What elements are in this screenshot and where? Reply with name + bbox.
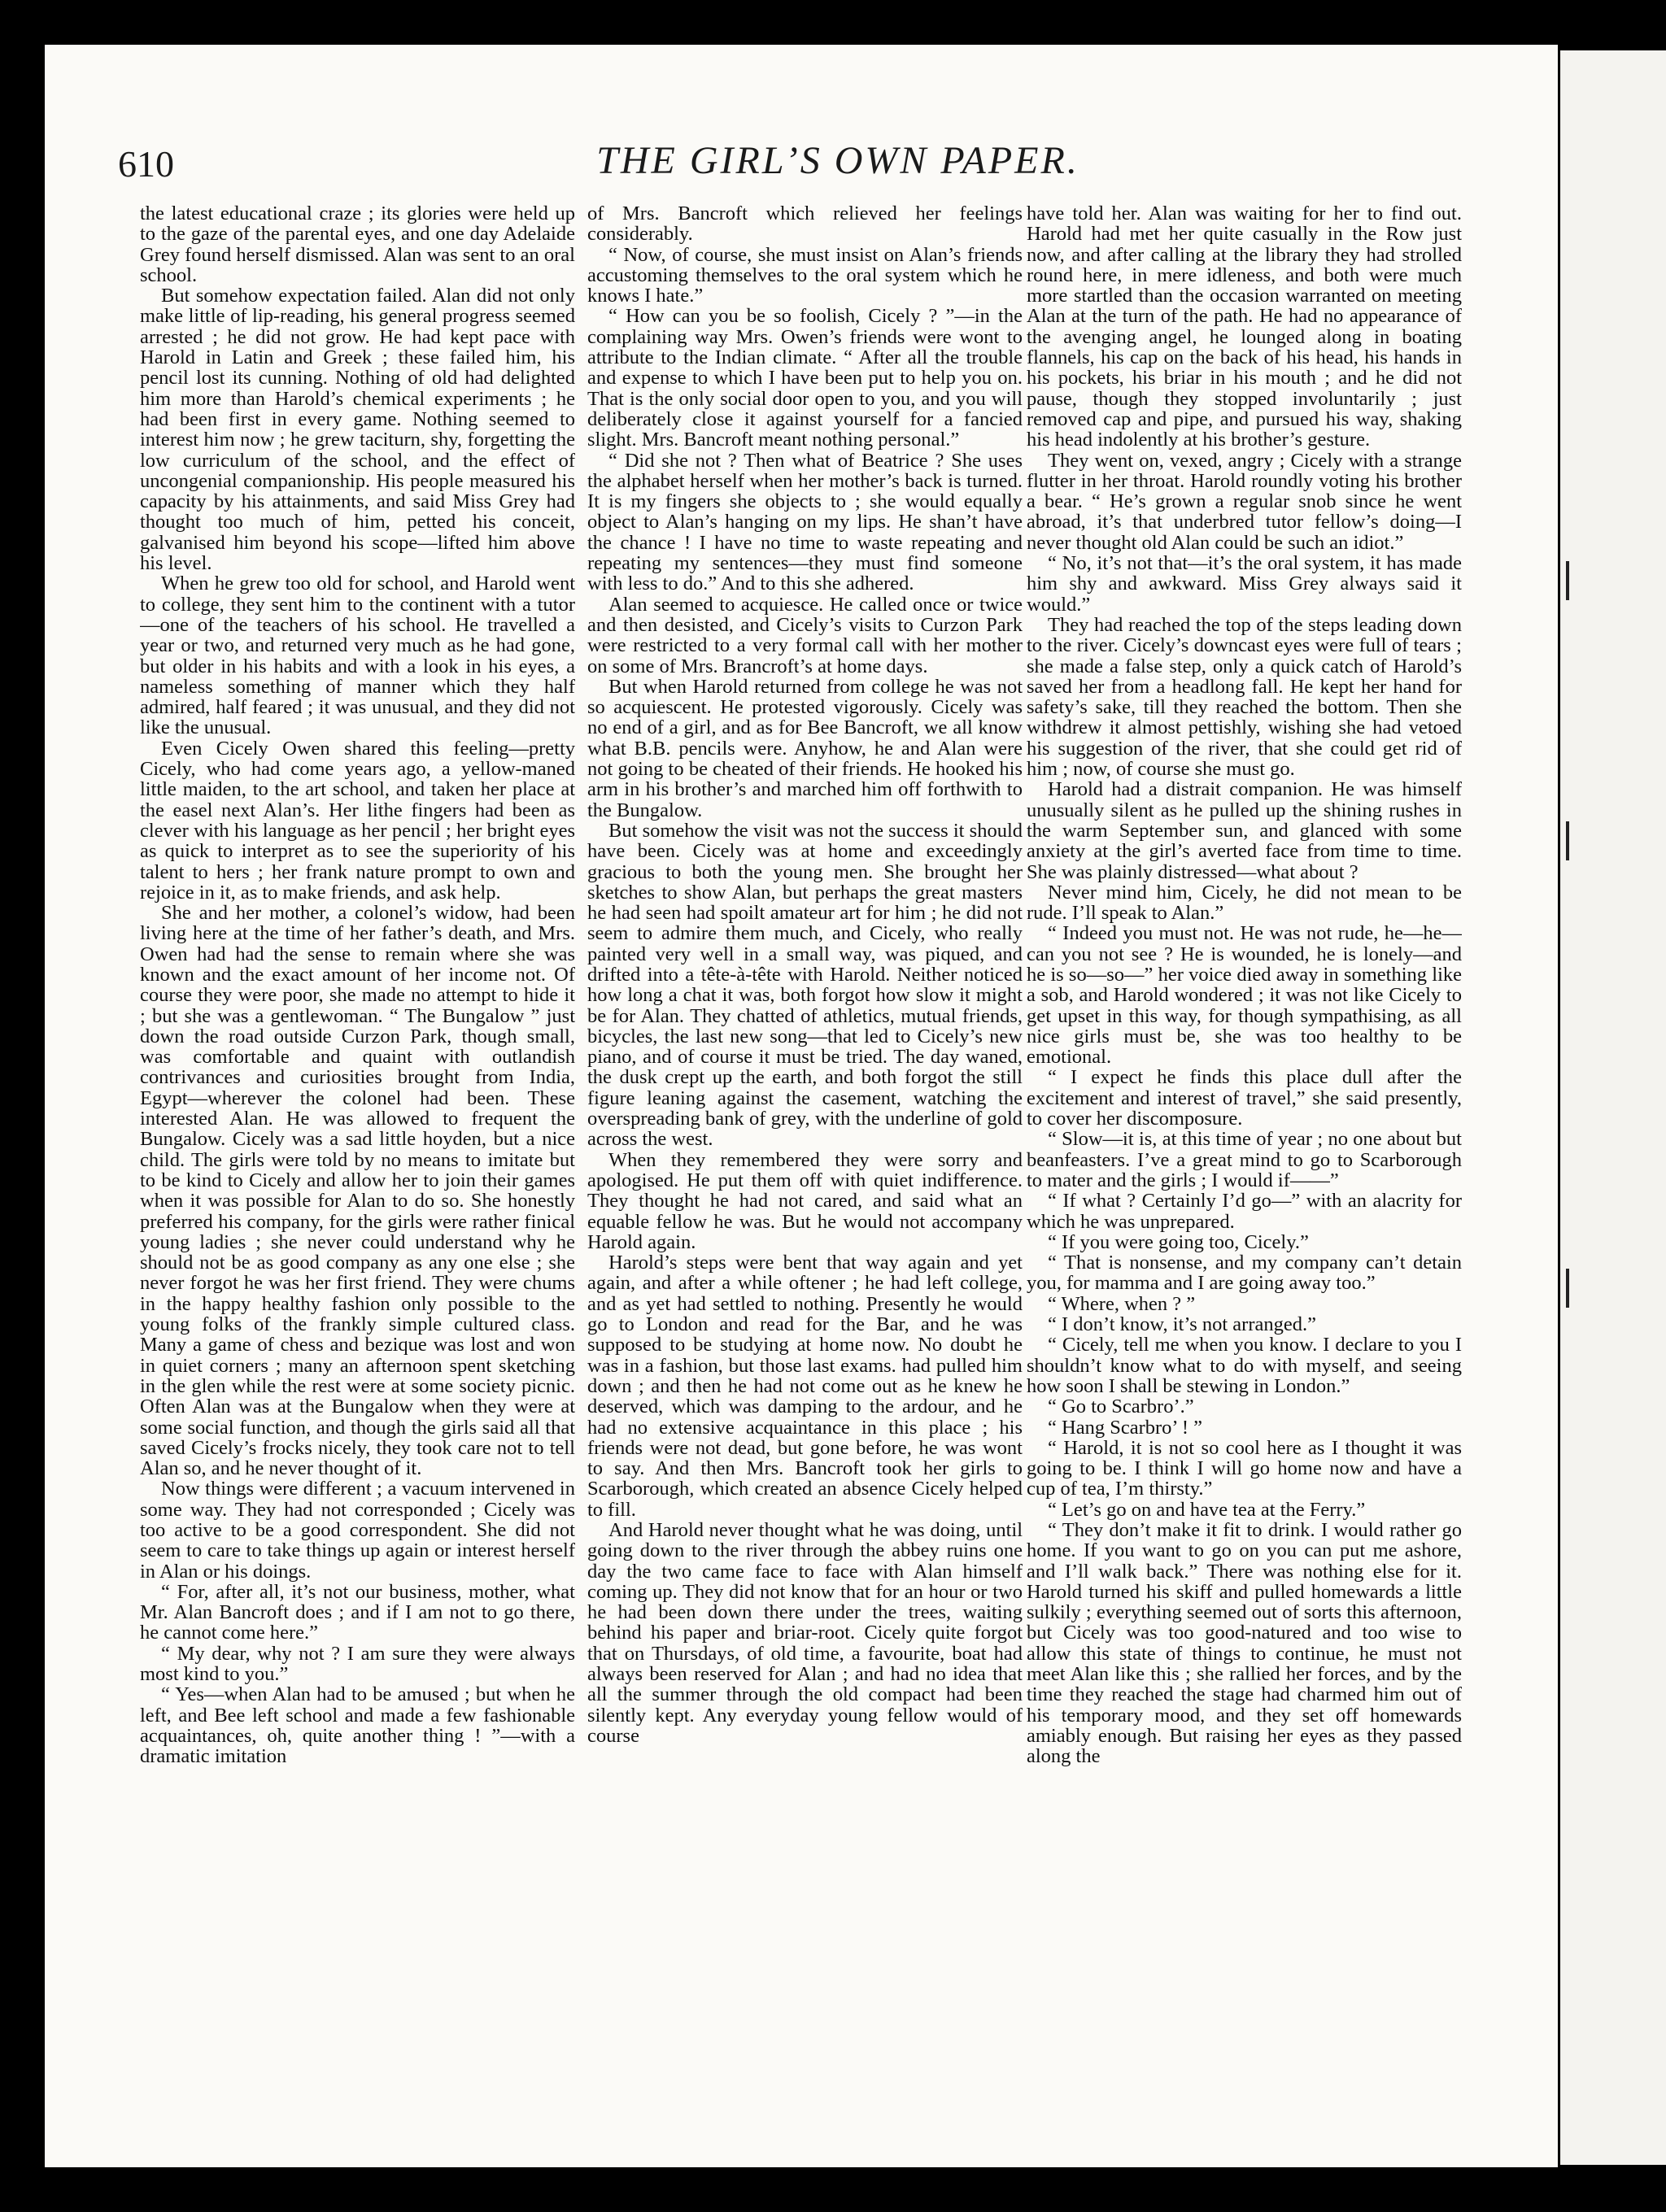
paragraph: “ My dear, why not ? I am sure they were always most kind to you.”	[140, 1642, 575, 1686]
paragraph: have told her. Alan was waiting for her to find out. Harold had met her quite casually in the Row just now, and after calling at the library they had strolled round here, in mere idleness, and both were much more startled than the occasion warranted on meeting Alan at the turn of the path. He had no appearance of the avenging angel, he lounged along in boating flannels, his cap on the back of his head, his hands in his pockets, his briar in his mouth ; and he did not pause, though they stopped involuntarily ; just removed cap and pipe, and pursued his way, shaking his head indolently at his brother’s gesture.	[1027, 203, 1462, 451]
paragraph: Never mind him, Cicely, he did not mean to be rude. I’ll speak to Alan.”	[1027, 881, 1462, 925]
paragraph: When they remembered they were sorry and apologised. He put them off with quiet indifference. They thought he had not cared, and said what an equable fellow he was. But he would not accompany Harold again.	[587, 1148, 1023, 1253]
paragraph: She and her mother, a colonel’s widow, had been living here at the time of her father’s death, and Mrs. Owen had had the sense to remain where she was known and the exact amount of her income not. Of course they were poor, she made no attempt to hide it ; but she was a gentlewoman. “ The Bungalow ” just down the road outside Curzon Park, though small, was comfortable and quaint with outlandish contrivances and curiosities brought from India, Egypt—wherever the colonel had been. These interested Alan. He was allowed to frequent the Bungalow. Cicely was a sad little hoyden, but a nice child. The girls were told by no means to imitate but to be kind to Cicely and allow her to join their games when it was possible for Alan to do so. She honestly preferred his company, for the girls were rather finical young ladies ; she never could understand why he should not be as good company as any one else ; she never forgot he was her first friend. They were chums in the happy healthy fashion only possible to the young folks of the frankly simple cultured class. Many a game of chess and bezique was lost and won in quiet corners ; many an afternoon spent sketching in the glen while the rest were at some society picnic. Often Alan was at the Bungalow when they were at some social function, and though the girls said all that saved Cicely’s frocks nicely, they took care not to tell Alan so, and he never thought of it.	[140, 902, 575, 1480]
paragraph: “ Let’s go on and have tea at the Ferry.”	[1048, 1498, 1366, 1521]
paragraph: “ For, after all, it’s not our business, mother, what Mr. Alan Bancroft does ; and if I am not to go there, he cannot come here.”	[140, 1580, 575, 1644]
paragraph: Harold had a distrait companion. He was himself unusually silent as he pulled up the shining rushes in the warm September sun, and glanced with some anxiety at the girl’s averted face from time to time. She was plainly distressed—what about ?	[1027, 778, 1462, 883]
paragraph: “ Harold, it is not so cool here as I thought it was going to be. I think I will go home now and have a cup of tea, I’m thirsty.”	[1027, 1436, 1462, 1500]
paragraph: “ Yes—when Alan had to be amused ; but when he left, and Bee left school and made a few fashionable acquaintances, oh, quite another thing ! ”—with a dramatic imitation	[140, 1683, 575, 1768]
paragraph: “ No, it’s not that—it’s the oral system, it has made him shy and awkward. Miss Grey always said it would.”	[1027, 552, 1462, 616]
paragraph: They went on, vexed, angry ; Cicely with a strange flutter in her throat. Harold roundly voting his brother a bear. “ He’s grown a regular snob since he went abroad, it’s that underbred tutor fellow’s doing—I never thought old Alan could be such an idiot.”	[1027, 449, 1462, 554]
paragraph: “ Indeed you must not. He was not rude, he—he—can you not see ? He is wounded, he is lonely—and he is so—so—” her voice died away in something like a sob, and Harold wondered ; it was not like Cicely to get upset in this way, for though sympathising, as all nice girls must be, she was too healthy to be emotional.	[1027, 922, 1462, 1069]
paragraph: “ Now, of course, she must insist on Alan’s friends accustoming themselves to the oral system which he knows I hate.”	[587, 243, 1023, 307]
adjacent-page-mark	[1566, 821, 1569, 860]
paragraph: “ Slow—it is, at this time of year ; no one about but beanfeasters. I’ve a great mind to go to Scarborough to mater and the girls ; I would if——”	[1027, 1128, 1462, 1191]
paragraph: “ How can you be so foolish, Cicely ? ”—in the complaining way Mrs. Owen’s friends were wont to attribute to the Indian climate. “ After all the trouble and expense to which I have been put to help you on. That is the only social door open to you, and you will deliberately close it against yourself for a fancied slight. Mrs. Bancroft meant nothing personal.”	[587, 305, 1023, 451]
paragraph: “ Go to Scarbro’.”	[1048, 1396, 1194, 1418]
paragraph: Harold’s steps were bent that way again and yet again, and after a while oftener ; he had left college, and as yet had settled to nothing. Presently he would go to London and read for the Bar, and he was supposed to be studying at home now. No doubt he was in a fashion, but those last exams. had pulled him down ; and then he had not come out as he knew he deserved, which was damping to the ardour, and he had no extensive acquaintance in this place ; his friends were not dead, but gone before, he was wont to say. And then Mrs. Bancroft took her girls to Scarborough, which created an absence Cicely helped to fill.	[587, 1252, 1023, 1521]
adjacent-page-mark	[1566, 1269, 1569, 1308]
text-column-1	[140, 203, 575, 2127]
text-column-2	[587, 203, 1023, 2127]
paragraph: “ That is nonsense, and my company can’t detain you, for mamma and I are going away too.”	[1027, 1252, 1462, 1295]
paragraph: “ If what ? Certainly I’d go—” with an alacrity for which he was unprepared.	[1027, 1190, 1462, 1233]
paragraph: And Harold never thought what he was doing, until going down to the river through the abbey ruins one day the two came face to face with Alan himself coming up. They did not know that for an hour or two he had been down there under the trees, waiting behind his paper and briar-root. Cicely quite forgot that on Thursdays, of old time, a favourite, boat had always been reserved for Alan ; and had no idea that all the summer through the old compact had been silently kept. Any everyday young fellow would of course	[587, 1519, 1023, 1747]
paragraph: But somehow expectation failed. Alan did not only make little of lip-reading, his general progress seemed arrested ; he did not grow. He had kept pace with Harold in Latin and Greek ; these failed him, his pencil lost its cunning. Nothing of old had delighted him more than Harold’s chemical experiments ; he had been first in every game. Nothing seemed to interest him now ; he grew taciturn, shy, forgetting the low curriculum of the school, and the effect of uncongenial companionship. His people measured his capacity by his attainments, and said Miss Grey had thought too much of him, petted his conceit, galvanised him beyond his scope—lifted him above his level.	[140, 285, 575, 575]
paragraph: “ Cicely, tell me when you know. I declare to you I shouldn’t know what to do with myself, and seeing how soon I shall be stewing in London.”	[1027, 1334, 1462, 1397]
adjacent-page-mark	[1566, 561, 1569, 600]
paragraph: They had reached the top of the steps leading down to the river. Cicely’s downcast eyes were full of tears ; she made a false step, only a quick catch of Harold’s saved her from a headlong fall. He kept her hand for safety’s sake, till they reached the bottom. Then she withdrew it almost pettishly, wishing she had vetoed his suggestion of the river, that she could get rid of him ; now, of course she must go.	[1027, 613, 1462, 781]
paragraph: of Mrs. Bancroft which relieved her feelings considerably.	[587, 203, 1023, 246]
paragraph: “ I expect he finds this place dull after the excitement and interest of travel,” she said presently, to cover her discomposure.	[1027, 1066, 1462, 1130]
paragraph: the latest educational craze ; its glories were held up to the gaze of the parental eyes, and one day Adelaide Grey found herself dismissed. Alan was sent to an oral school.	[140, 203, 575, 286]
paragraph: When he grew too old for school, and Harold went to college, they sent him to the continent with a tutor—one of the teachers of his school. He travelled a year or two, and returned very much as he had gone, but older in his habits and with a look in his eyes, a nameless something of manner which they half admired, half feared ; it was unusual, and they did not like the unusual.	[140, 573, 575, 739]
page-number: 610	[118, 143, 174, 185]
paragraph: Alan seemed to acquiesce. He called once or twice and then desisted, and Cicely’s visits to Curzon Park were restricted to a very formal call with her mother on some of Mrs. Brancroft’s at home days.	[587, 593, 1023, 677]
paragraph: “ Did she not ? Then what of Beatrice ? She uses the alphabet herself when her mother’s back is turned. It is my fingers she objects to ; she would equally object to Alan’s hanging on my lips. He shan’t have the chance ! I have no time to waste repeating and repeating my sentences—they must find someone with less to do.” And to this she adhered.	[587, 449, 1023, 595]
paragraph: But when Harold returned from college he was not so acquiescent. He protested vigorously. Cicely was no end of a girl, and as for Bee Bancroft, we all know what B.B. pencils were. Anyhow, he and Alan were not going to be cheated of their friends. He hooked his arm in his brother’s and marched him off forthwith to the Bungalow.	[587, 675, 1023, 821]
paragraph: “ If you were going too, Cicely.”	[1048, 1230, 1309, 1253]
adjacent-page-edge	[1560, 50, 1666, 2165]
paragraph: Even Cicely Owen shared this feeling—pretty Cicely, who had come years ago, a yellow-maned little maiden, to the art school, and taken her place at the easel next Alan’s. Her lithe fingers had been as clever with his language as her pencil ; her bright eyes as quick to interpret as to see the superiority of his talent to hers ; her frank nature prompt to own and rejoice in it, as to make friends, and ask help.	[140, 737, 575, 904]
paragraph: “ I don’t know, it’s not arranged.”	[1048, 1313, 1316, 1336]
text-column-3	[1027, 203, 1462, 2127]
running-title: THE GIRL’S OWN PAPER.	[596, 139, 1079, 182]
paragraph: “ Where, when ? ”	[1048, 1292, 1196, 1315]
paragraph: “ Hang Scarbro’ ! ”	[1048, 1416, 1203, 1439]
paragraph: But somehow the visit was not the success it should have been. Cicely was at home and exceedingly gracious to both the young men. She brought her sketches to show Alan, but perhaps the great masters he had seen had spoilt amateur art for him ; he did not seem to admire them much, and Cicely, who really painted very well in a small way, was piqued, and drifted into a tête-à-tête with Harold. Neither noticed how long a chat it was, both forgot how slow it might be for Alan. They chatted of athletics, mutual friends, bicycles, the last new song—that led to Cicely’s new piano, and of course it must be tried. The day waned, the dusk crept up the earth, and both forgot the still figure leaning against the casement, watching the overspreading bank of grey, with the underline of gold across the west.	[587, 819, 1023, 1151]
paragraph: “ They don’t make it fit to drink. I would rather go home. If you want to go on you can put me ashore, and I’ll walk back.” There was nothing else for it. Harold turned his skiff and pulled homewards a little sulkily ; everything seemed out of sorts this afternoon, but Cicely was too good-natured and too wise to allow this state of things to continue, he must not meet Alan like this ; she rallied her forces, and by the time they reached the stage had charmed him out of his temporary mood, and they set off homewards amiably enough. But raising her eyes as they passed along the	[1027, 1519, 1462, 1768]
paragraph: Now things were different ; a vacuum intervened in some way. They had not corresponded ; Cicely was too active to be a good correspondent. She did not seem to care to take things up again or interest herself in Alan or his doings.	[140, 1478, 575, 1583]
